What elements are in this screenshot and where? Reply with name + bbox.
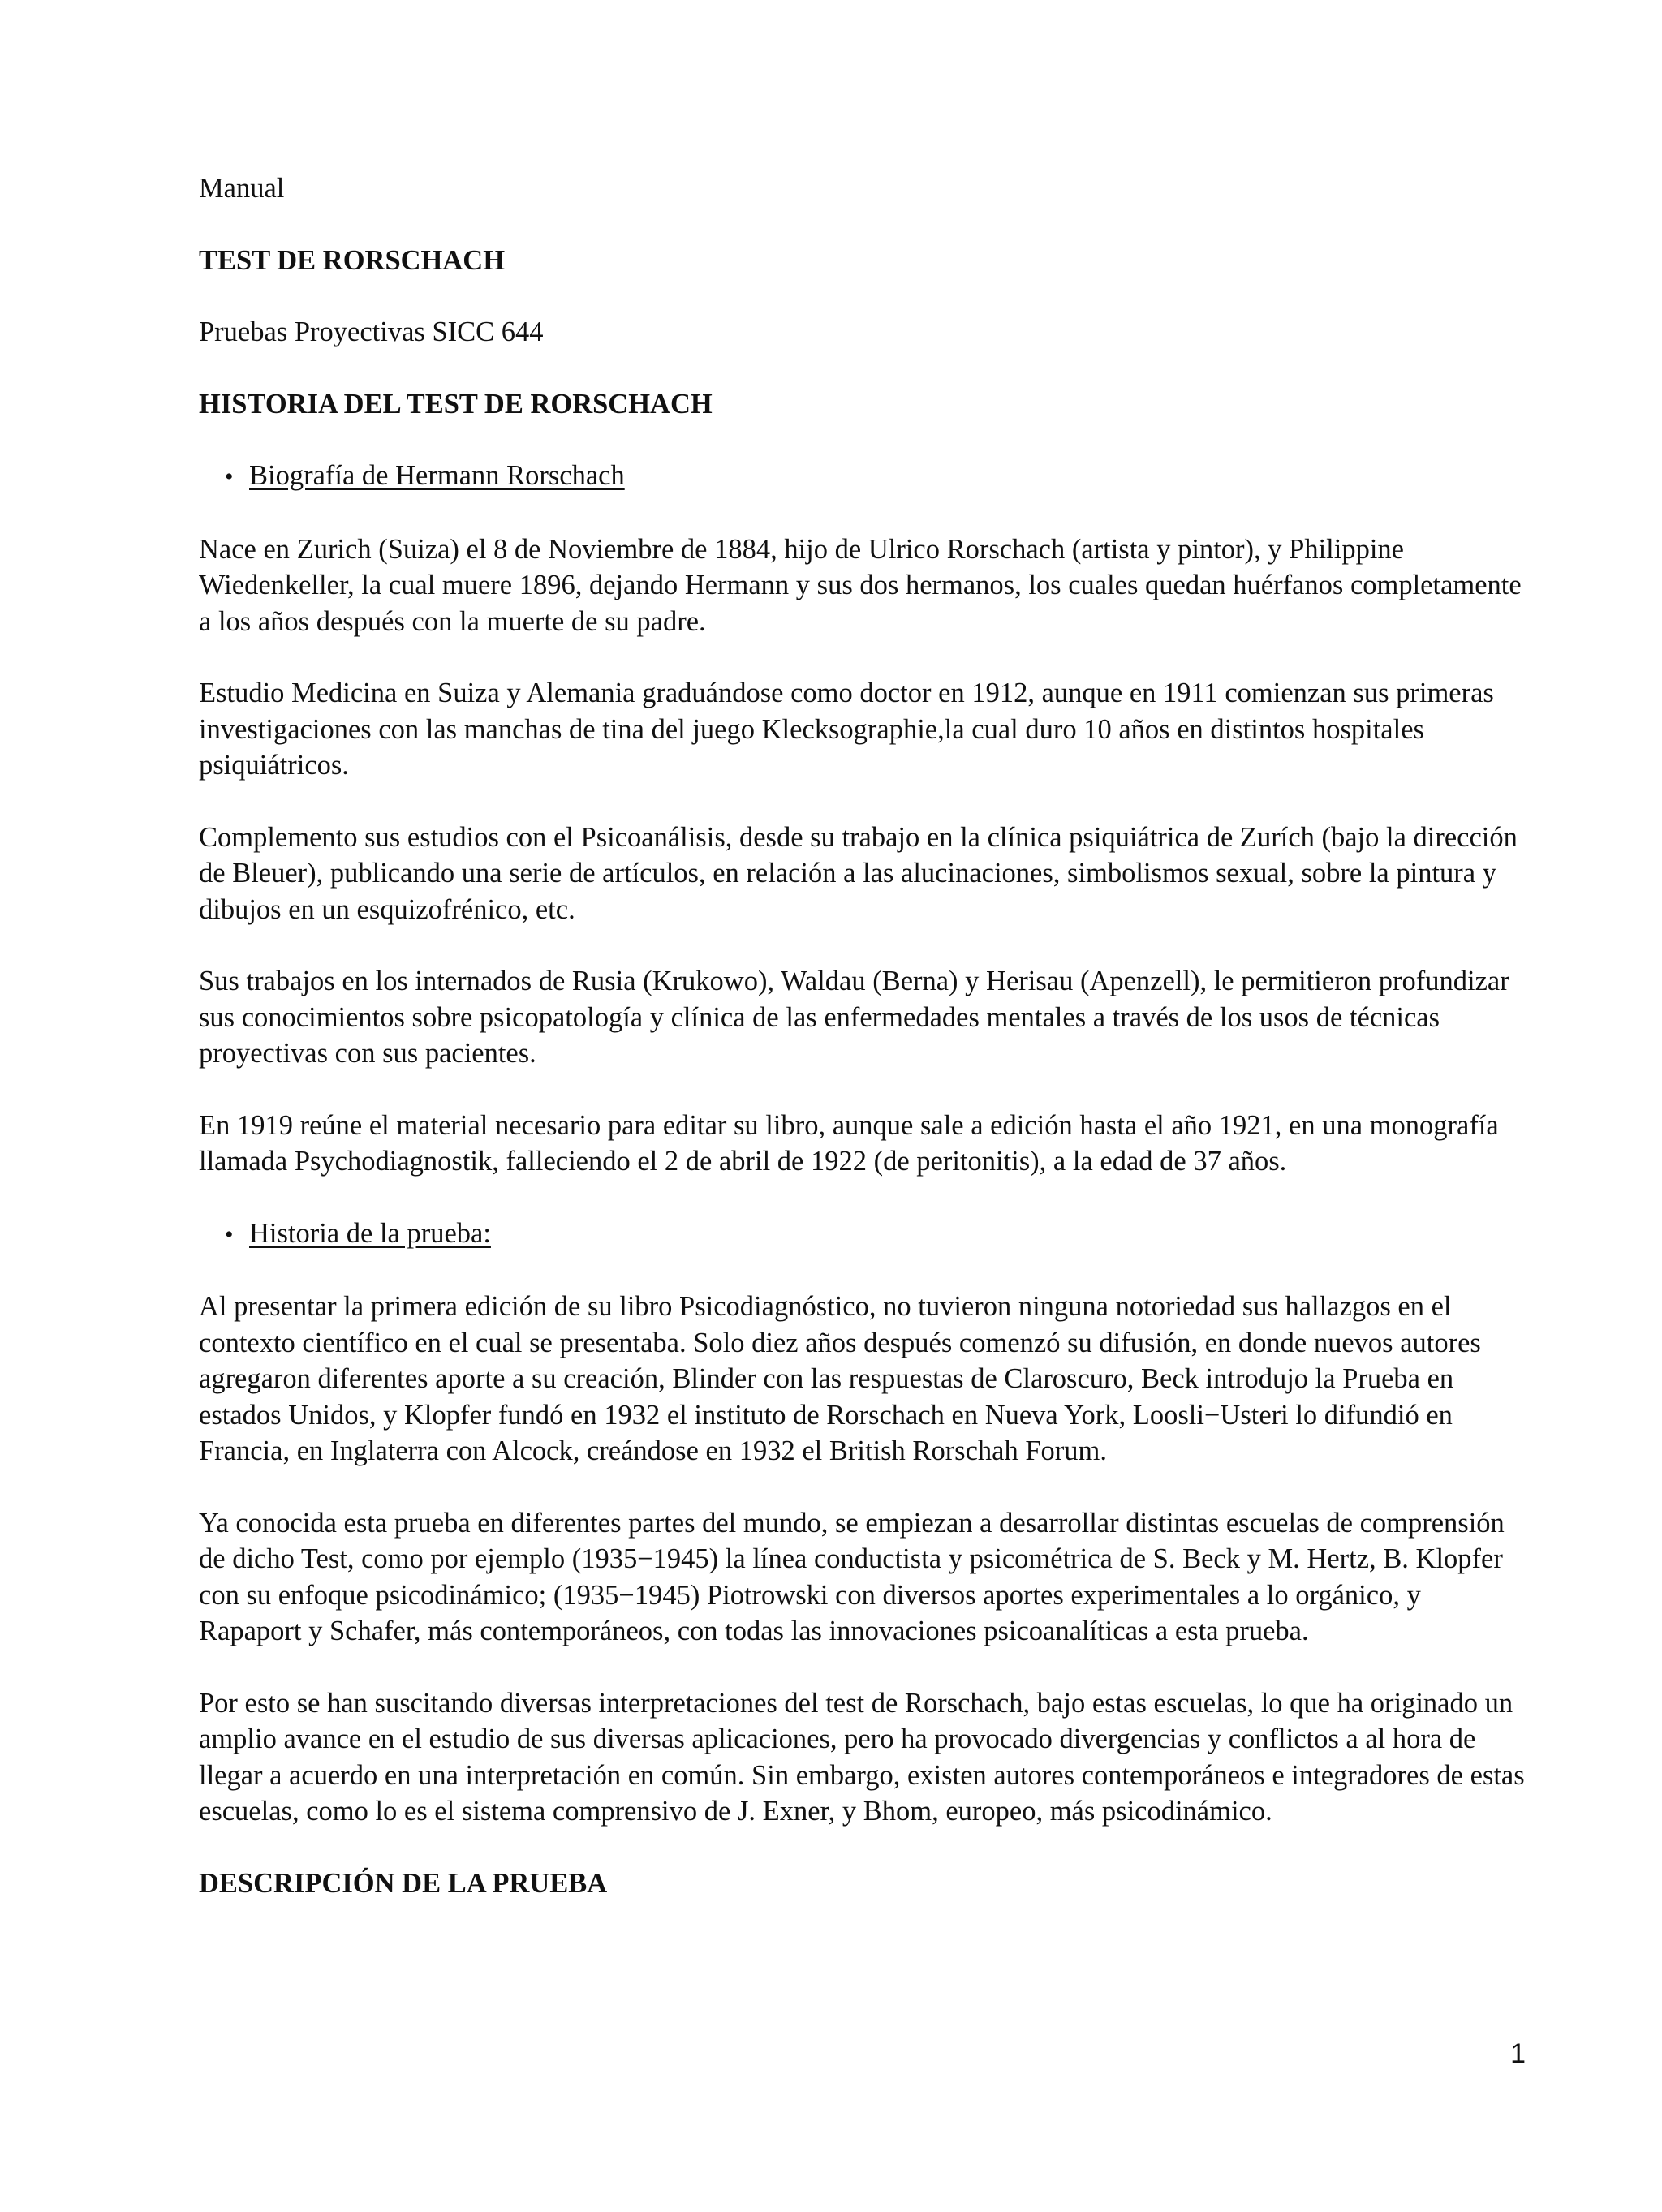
bullet-icon: • [225,1220,234,1248]
document-subtitle: Pruebas Proyectivas SICC 644 [199,316,544,347]
bullet-biografia [199,458,1526,496]
bullet-icon: • [225,463,234,490]
section-heading-historia: HISTORIA DEL TEST DE RORSCHACH [199,388,713,420]
paragraph-3: Complemento sus estudios con el Psicoanálisis, desde su trabajo en la clínica psiquiátrica de Zurích (bajo la dirección de Bleuer), publicando una serie de artículos, en relación a las alucinaciones, simbolismos sexual, sobre la pintura y dibujos en un esquizofrénico, etc. [199,821,1518,925]
paragraph-2: Estudio Medicina en Suiza y Alemania graduándose como doctor en 1912, aunque en 1911 comienzan sus primeras investigaciones con las manchas de tina del juego Klecksographie,la cual duro 10 años en distintos hospitales psiquiátricos. [199,678,1494,781]
paragraph-6: Al presentar la primera edición de su libro Psicodiagnóstico, no tuvieron ninguna notoriedad sus hallazgos en el contexto científico en el cual se presentaba. Solo diez años después comenzó su difusión, en donde nuevos autores agregaron diferentes aporte a su creación, Blinder con las respuestas de Claroscuro, Beck introdujo la Prueba en estados Unidos, y Klopfer fundó en 1932 el instituto de Rorschach en Nueva York, Loosli−Usteri lo difundió en Francia, en Inglaterra con Alcock, creándose en 1932 el British Rorschah Forum. [199,1291,1481,1466]
document-label: Manual [199,173,285,204]
bullet-biografia-label: Biografía de Hermann Rorschach [249,460,625,491]
paragraph-1: Nace en Zurich (Suiza) el 8 de Noviembre de 1884, hijo de Ulrico Rorschach (artista y pintor), y Philippine Wiedenkeller, la cual muere 1896, dejando Hermann y sus dos hermanos, los cuales quedan huérfanos completamente a los años después con la muerte de su padre. [199,533,1522,637]
document-title: TEST DE RORSCHACH [199,244,506,276]
paragraph-8: Por esto se han suscitando diversas interpretaciones del test de Rorschach, bajo estas escuelas, lo que ha originado un amplio avance en el estudio de sus diversas aplicaciones, pero ha provocado divergencias y conflictos a al hora de llegar a acuerdo en una interpretación en común. Sin embargo, existen autores contemporáneos e integradores de estas escuelas, como lo es el sistema comprensivo de J. Exner, y Bhom, europeo, más psicodinámico. [199,1687,1525,1827]
paragraph-4: Sus trabajos en los internados de Rusia (Krukowo), Waldau (Berna) y Herisau (Apenzell), le permitieron profundizar sus conocimientos sobre psicopatología y clínica de las enfermedades mentales a través de los usos de técnicas proyectivas con sus pacientes. [199,966,1509,1069]
paragraph-7: Ya conocida esta prueba en diferentes partes del mundo, se empiezan a desarrollar distintas escuelas de comprensión de dicho Test, como por ejemplo (1935−1945) la línea conductista y psicométrica de S. Beck y M. Hertz, B. Klopfer con su enfoque psicodinámico; (1935−1945) Piotrowski con diversos aportes experimentales a lo orgánico, y Rapaport y Schafer, más contemporáneos, con todas las innovaciones psicoanalíticas a esta prueba. [199,1507,1505,1646]
bullet-historia-prueba-label: Historia de la prueba: [249,1217,491,1249]
document-page [199,170,1526,1937]
section-heading-descripcion: DESCRIPCIÓN DE LA PRUEBA [199,1867,608,1899]
bullet-historia-prueba [199,1216,1526,1254]
paragraph-5: En 1919 reúne el material necesario para editar su libro, aunque sale a edición hasta el año 1921, en una monografía llamada Psychodiagnostik, falleciendo el 2 de abril de 1922 (de peritonitis), a la edad de 37 años. [199,1109,1499,1177]
page-number: 1 [1510,2038,1526,2069]
